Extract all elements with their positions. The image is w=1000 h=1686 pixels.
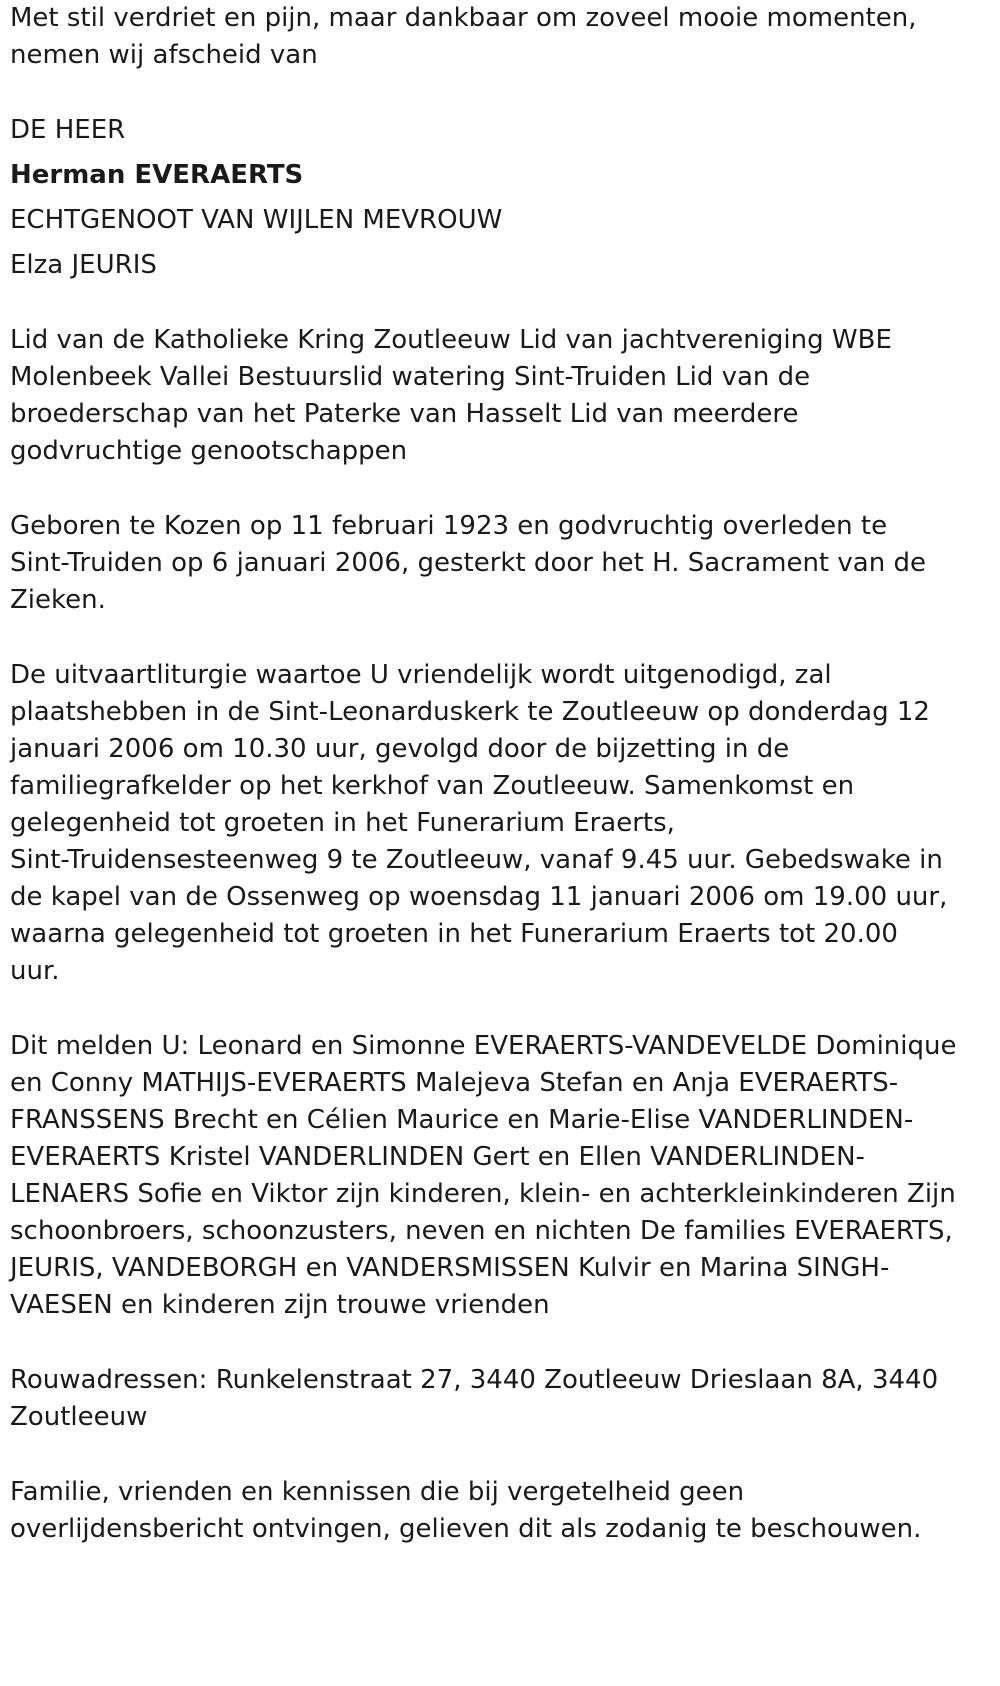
memberships-line: broederschap van het Paterke van Hasselt Lid van meerdere xyxy=(10,399,799,429)
announcers-line: JEURIS, VANDEBORGH en VANDERSMISSEN Kulvir en Marina SINGH- xyxy=(10,1253,890,1283)
announcers-line: en Conny MATHIJS-EVERAERTS Malejeva Stefan en Anja EVERAERTS- xyxy=(10,1068,899,1098)
funeral-line: waarna gelegenheid tot groeten in het Funerarium Eraerts tot 20.00 xyxy=(10,919,898,949)
closing-line: Familie, vrienden en kennissen die bij vergetelheid geen xyxy=(10,1477,745,1507)
deceased-spouse: Elza JEURIS xyxy=(10,250,157,280)
funeral-line: uur. xyxy=(10,956,60,986)
announcers-line: FRANSSENS Brecht en Célien Maurice en Marie-Elise VANDERLINDEN- xyxy=(10,1105,914,1135)
announcers-line: Dit melden U: Leonard en Simonne EVERAERTS-VANDEVELDE Dominique xyxy=(10,1031,957,1061)
funeral-line: Sint-Truidensesteenweg 9 te Zoutleeuw, vanaf 9.45 uur. Gebedswake in xyxy=(10,845,943,875)
funeral-line: familiegrafkelder op het kerkhof van Zoutleeuw. Samenkomst en xyxy=(10,771,855,801)
addresses-line: Zoutleeuw xyxy=(10,1402,148,1432)
deceased-relation: ECHTGENOOT VAN WIJLEN MEVROUW xyxy=(10,205,503,235)
addresses-line: Rouwadressen: Runkelenstraat 27, 3440 Zoutleeuw Drieslaan 8A, 3440 xyxy=(10,1365,939,1395)
closing-line: overlijdensbericht ontvingen, gelieven dit als zodanig te beschouwen. xyxy=(10,1514,922,1544)
birth-death-line: Zieken. xyxy=(10,585,106,615)
memberships-paragraph xyxy=(10,322,990,470)
announcers-line: EVERAERTS Kristel VANDERLINDEN Gert en Ellen VANDERLINDEN- xyxy=(10,1142,865,1172)
memberships-line: Lid van de Katholieke Kring Zoutleeuw Lid van jachtvereniging WBE xyxy=(10,325,892,355)
funeral-line: De uitvaartliturgie waartoe U vriendelijk wordt uitgenodigd, zal xyxy=(10,660,832,690)
intro-line: nemen wij afscheid van xyxy=(10,40,318,70)
memberships-line: Molenbeek Vallei Bestuurslid watering Sint-Truiden Lid van de xyxy=(10,362,811,392)
announcers-paragraph xyxy=(10,1028,990,1324)
funeral-line: gelegenheid tot groeten in het Funerarium Eraerts, xyxy=(10,808,675,838)
intro-paragraph xyxy=(10,0,990,74)
closing-paragraph xyxy=(10,1474,990,1548)
memberships-line: godvruchtige genootschappen xyxy=(10,436,408,466)
birth-death-line: Geboren te Kozen op 11 februari 1923 en godvruchtig overleden te xyxy=(10,511,888,541)
funeral-paragraph xyxy=(10,657,990,990)
addresses-paragraph xyxy=(10,1362,990,1436)
deceased-name: Herman EVERAERTS xyxy=(10,160,304,190)
obituary-document xyxy=(10,0,990,1548)
birth-death-paragraph xyxy=(10,508,990,619)
deceased-title: DE HEER xyxy=(10,115,126,145)
announcers-line: VAESEN en kinderen zijn trouwe vrienden xyxy=(10,1290,550,1320)
announcers-line: LENAERS Sofie en Viktor zijn kinderen, klein- en achterkleinkinderen Zijn xyxy=(10,1179,956,1209)
birth-death-line: Sint-Truiden op 6 januari 2006, gesterkt door het H. Sacrament van de xyxy=(10,548,926,578)
deceased-block xyxy=(10,112,990,284)
funeral-line: plaatshebben in de Sint-Leonarduskerk te Zoutleeuw op donderdag 12 xyxy=(10,697,930,727)
funeral-line: januari 2006 om 10.30 uur, gevolgd door de bijzetting in de xyxy=(10,734,790,764)
funeral-line: de kapel van de Ossenweg op woensdag 11 januari 2006 om 19.00 uur, xyxy=(10,882,948,912)
intro-line: Met stil verdriet en pijn, maar dankbaar om zoveel mooie momenten, xyxy=(10,3,917,33)
announcers-line: schoonbroers, schoonzusters, neven en nichten De families EVERAERTS, xyxy=(10,1216,953,1246)
